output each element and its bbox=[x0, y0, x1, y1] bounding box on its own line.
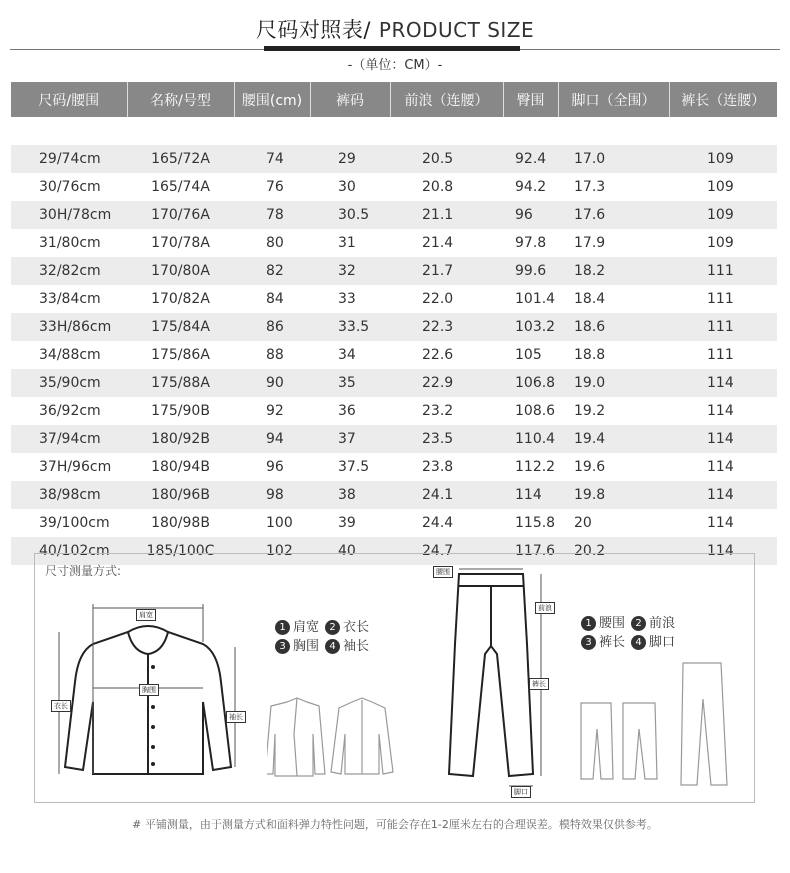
table-cell: 114 bbox=[669, 509, 777, 537]
table-cell: 110.4 bbox=[503, 425, 558, 453]
footer-note: # 平铺测量，由于测量方式和面料弹力特性问题，可能会存在1-2厘米左右的合理误差。模特效果仅供参考。 bbox=[132, 818, 658, 831]
legend-label: 脚口 bbox=[649, 635, 676, 650]
legend-number-badge: 4 bbox=[325, 639, 340, 654]
column-header: 裤码 bbox=[310, 82, 390, 117]
table-row bbox=[11, 425, 777, 453]
page-title bbox=[0, 14, 790, 44]
column-header: 名称/号型 bbox=[127, 82, 234, 117]
table-cell: 92.4 bbox=[503, 145, 558, 173]
table-cell: 32/82cm bbox=[11, 257, 127, 285]
table-row bbox=[11, 173, 777, 201]
table-cell: 36/92cm bbox=[11, 397, 127, 425]
table-cell: 31 bbox=[310, 229, 390, 257]
title-en: PRODUCT SIZE bbox=[378, 18, 535, 42]
measure-title: 尺寸测量方式: bbox=[45, 564, 122, 578]
table-cell: 175/84A bbox=[127, 313, 234, 341]
table-cell: 180/94B bbox=[127, 453, 234, 481]
table-cell: 115.8 bbox=[503, 509, 558, 537]
column-header: 臀围 bbox=[503, 82, 558, 117]
table-cell: 185/100C bbox=[127, 537, 234, 565]
unit-label: -（单位：CM）- bbox=[347, 58, 443, 73]
tag-inseam: 裤长 bbox=[529, 678, 549, 690]
legend-label: 袖长 bbox=[343, 639, 370, 654]
table-cell: 111 bbox=[669, 285, 777, 313]
table-cell: 105 bbox=[503, 341, 558, 369]
table-cell: 18.4 bbox=[558, 285, 669, 313]
legend-item bbox=[631, 631, 675, 650]
table-cell: 22.0 bbox=[390, 285, 503, 313]
legend-item bbox=[275, 635, 319, 654]
table-cell: 74 bbox=[234, 145, 310, 173]
table-cell: 20.8 bbox=[390, 173, 503, 201]
table-cell: 22.6 bbox=[390, 341, 503, 369]
table-cell: 109 bbox=[669, 229, 777, 257]
column-header: 前浪（连腰） bbox=[390, 82, 503, 117]
table-cell: 106.8 bbox=[503, 369, 558, 397]
table-cell: 170/76A bbox=[127, 201, 234, 229]
table-cell: 21.4 bbox=[390, 229, 503, 257]
table-cell: 170/82A bbox=[127, 285, 234, 313]
legend-number-badge: 1 bbox=[275, 620, 290, 635]
table-cell: 112.2 bbox=[503, 453, 558, 481]
table-row bbox=[11, 145, 777, 173]
table-cell: 114 bbox=[669, 369, 777, 397]
table-cell: 17.9 bbox=[558, 229, 669, 257]
table-cell: 17.6 bbox=[558, 201, 669, 229]
table-cell: 109 bbox=[669, 201, 777, 229]
table-cell: 22.9 bbox=[390, 369, 503, 397]
column-header: 腰围(cm) bbox=[234, 82, 310, 117]
table-cell: 114 bbox=[669, 425, 777, 453]
table-row bbox=[11, 229, 777, 257]
table-cell: 19.8 bbox=[558, 481, 669, 509]
table-cell: 33.5 bbox=[310, 313, 390, 341]
legend-number-badge: 3 bbox=[581, 635, 596, 650]
table-cell: 37/94cm bbox=[11, 425, 127, 453]
column-header: 裤长（连腰） bbox=[669, 82, 777, 117]
table-cell: 94.2 bbox=[503, 173, 558, 201]
table-cell: 111 bbox=[669, 257, 777, 285]
table-cell: 109 bbox=[669, 173, 777, 201]
table-row bbox=[11, 285, 777, 313]
table-cell: 19.4 bbox=[558, 425, 669, 453]
table-cell: 30/76cm bbox=[11, 173, 127, 201]
legend-item bbox=[581, 631, 625, 650]
table-cell: 114 bbox=[669, 453, 777, 481]
table-cell: 180/98B bbox=[127, 509, 234, 537]
table-cell: 175/90B bbox=[127, 397, 234, 425]
table-cell: 31/80cm bbox=[11, 229, 127, 257]
column-header: 脚口（全围） bbox=[558, 82, 669, 117]
pants-legend bbox=[581, 612, 711, 650]
legend-label: 裤长 bbox=[599, 635, 626, 650]
table-cell: 34 bbox=[310, 341, 390, 369]
table-row bbox=[11, 341, 777, 369]
table-cell: 180/96B bbox=[127, 481, 234, 509]
table-cell: 35/90cm bbox=[11, 369, 127, 397]
table-cell: 18.6 bbox=[558, 313, 669, 341]
table-cell: 102 bbox=[234, 537, 310, 565]
legend-label: 胸围 bbox=[293, 639, 320, 654]
table-row bbox=[11, 481, 777, 509]
table-row bbox=[11, 257, 777, 285]
table-cell: 37 bbox=[310, 425, 390, 453]
legend-item bbox=[631, 612, 675, 631]
table-cell: 19.2 bbox=[558, 397, 669, 425]
table-cell: 30 bbox=[310, 173, 390, 201]
legend-label: 肩宽 bbox=[293, 620, 320, 635]
table-cell: 30.5 bbox=[310, 201, 390, 229]
table-cell: 96 bbox=[234, 453, 310, 481]
table-row bbox=[11, 397, 777, 425]
legend-number-badge: 2 bbox=[631, 616, 646, 631]
table-cell: 84 bbox=[234, 285, 310, 313]
shirt-legend bbox=[275, 616, 395, 654]
table-cell: 23.2 bbox=[390, 397, 503, 425]
table-cell: 109 bbox=[669, 145, 777, 173]
table-cell: 19.6 bbox=[558, 453, 669, 481]
table-cell: 114 bbox=[669, 481, 777, 509]
legend-label: 前浪 bbox=[649, 616, 676, 631]
table-cell: 100 bbox=[234, 509, 310, 537]
legend-item bbox=[325, 635, 369, 654]
table-cell: 111 bbox=[669, 341, 777, 369]
legend-number-badge: 1 bbox=[581, 616, 596, 631]
table-cell: 165/72A bbox=[127, 145, 234, 173]
table-cell: 114 bbox=[503, 481, 558, 509]
table-cell: 39 bbox=[310, 509, 390, 537]
table-cell: 21.7 bbox=[390, 257, 503, 285]
table-cell: 170/78A bbox=[127, 229, 234, 257]
table-cell: 38/98cm bbox=[11, 481, 127, 509]
table-cell: 17.3 bbox=[558, 173, 669, 201]
legend-label: 衣长 bbox=[343, 620, 370, 635]
jacket-illustrations bbox=[267, 694, 397, 779]
measurement-diagram bbox=[34, 553, 755, 803]
legend-item bbox=[581, 612, 625, 631]
legend-label: 腰围 bbox=[599, 616, 626, 631]
table-cell: 96 bbox=[503, 201, 558, 229]
table-cell: 20 bbox=[558, 509, 669, 537]
pants-diagram bbox=[431, 564, 571, 802]
table-cell: 29 bbox=[310, 145, 390, 173]
table-cell: 94 bbox=[234, 425, 310, 453]
table-cell: 101.4 bbox=[503, 285, 558, 313]
table-cell: 30H/78cm bbox=[11, 201, 127, 229]
table-cell: 39/100cm bbox=[11, 509, 127, 537]
table-cell: 35 bbox=[310, 369, 390, 397]
table-cell: 33 bbox=[310, 285, 390, 313]
table-row bbox=[11, 369, 777, 397]
table-cell: 165/74A bbox=[127, 173, 234, 201]
table-cell: 22.3 bbox=[390, 313, 503, 341]
table-cell: 108.6 bbox=[503, 397, 558, 425]
table-cell: 114 bbox=[669, 537, 777, 565]
table-cell: 20.5 bbox=[390, 145, 503, 173]
table-cell: 21.1 bbox=[390, 201, 503, 229]
table-cell: 90 bbox=[234, 369, 310, 397]
table-cell: 33H/86cm bbox=[11, 313, 127, 341]
table-cell: 19.0 bbox=[558, 369, 669, 397]
table-cell: 103.2 bbox=[503, 313, 558, 341]
table-cell: 24.7 bbox=[390, 537, 503, 565]
table-cell: 20.2 bbox=[558, 537, 669, 565]
table-cell: 117.6 bbox=[503, 537, 558, 565]
legend-number-badge: 3 bbox=[275, 639, 290, 654]
legend-item bbox=[325, 616, 369, 635]
table-cell: 92 bbox=[234, 397, 310, 425]
table-header-row bbox=[11, 82, 777, 117]
tag-waist: 腰围 bbox=[433, 566, 453, 578]
table-cell: 32 bbox=[310, 257, 390, 285]
table-cell: 40/102cm bbox=[11, 537, 127, 565]
tag-chest: 胸围 bbox=[139, 684, 159, 696]
table-cell: 78 bbox=[234, 201, 310, 229]
tag-hem: 脚口 bbox=[511, 786, 531, 798]
table-cell: 29/74cm bbox=[11, 145, 127, 173]
table-cell: 40 bbox=[310, 537, 390, 565]
table-row bbox=[11, 201, 777, 229]
tag-sleeve: 袖长 bbox=[226, 711, 246, 723]
table-cell: 37.5 bbox=[310, 453, 390, 481]
table-cell: 86 bbox=[234, 313, 310, 341]
table-cell: 111 bbox=[669, 313, 777, 341]
table-cell: 175/86A bbox=[127, 341, 234, 369]
table-cell: 82 bbox=[234, 257, 310, 285]
table-cell: 88 bbox=[234, 341, 310, 369]
table-cell: 76 bbox=[234, 173, 310, 201]
table-cell: 98 bbox=[234, 481, 310, 509]
table-cell: 18.2 bbox=[558, 257, 669, 285]
table-cell: 36 bbox=[310, 397, 390, 425]
table-row bbox=[11, 453, 777, 481]
table-cell: 37H/96cm bbox=[11, 453, 127, 481]
table-cell: 99.6 bbox=[503, 257, 558, 285]
size-table bbox=[11, 82, 777, 565]
pants-illustrations bbox=[575, 659, 745, 789]
table-cell: 97.8 bbox=[503, 229, 558, 257]
table-cell: 24.4 bbox=[390, 509, 503, 537]
table-cell: 80 bbox=[234, 229, 310, 257]
table-cell: 38 bbox=[310, 481, 390, 509]
table-cell: 34/88cm bbox=[11, 341, 127, 369]
table-cell: 18.8 bbox=[558, 341, 669, 369]
tag-length: 衣长 bbox=[51, 700, 71, 712]
table-cell: 17.0 bbox=[558, 145, 669, 173]
table-cell: 23.8 bbox=[390, 453, 503, 481]
table-cell: 170/80A bbox=[127, 257, 234, 285]
tag-shoulder: 肩宽 bbox=[136, 609, 156, 621]
column-header: 尺码/腰围 bbox=[11, 82, 127, 117]
legend-number-badge: 2 bbox=[325, 620, 340, 635]
tag-rise: 前浪 bbox=[535, 602, 555, 614]
legend-number-badge: 4 bbox=[631, 635, 646, 650]
title-cn: 尺码对照表/ bbox=[255, 18, 371, 42]
table-row bbox=[11, 509, 777, 537]
table-cell: 23.5 bbox=[390, 425, 503, 453]
table-cell: 33/84cm bbox=[11, 285, 127, 313]
table-cell: 180/92B bbox=[127, 425, 234, 453]
legend-item bbox=[275, 616, 319, 635]
table-cell: 24.1 bbox=[390, 481, 503, 509]
title-underline-bar bbox=[264, 46, 520, 51]
table-row bbox=[11, 313, 777, 341]
table-cell: 175/88A bbox=[127, 369, 234, 397]
table-cell: 114 bbox=[669, 397, 777, 425]
